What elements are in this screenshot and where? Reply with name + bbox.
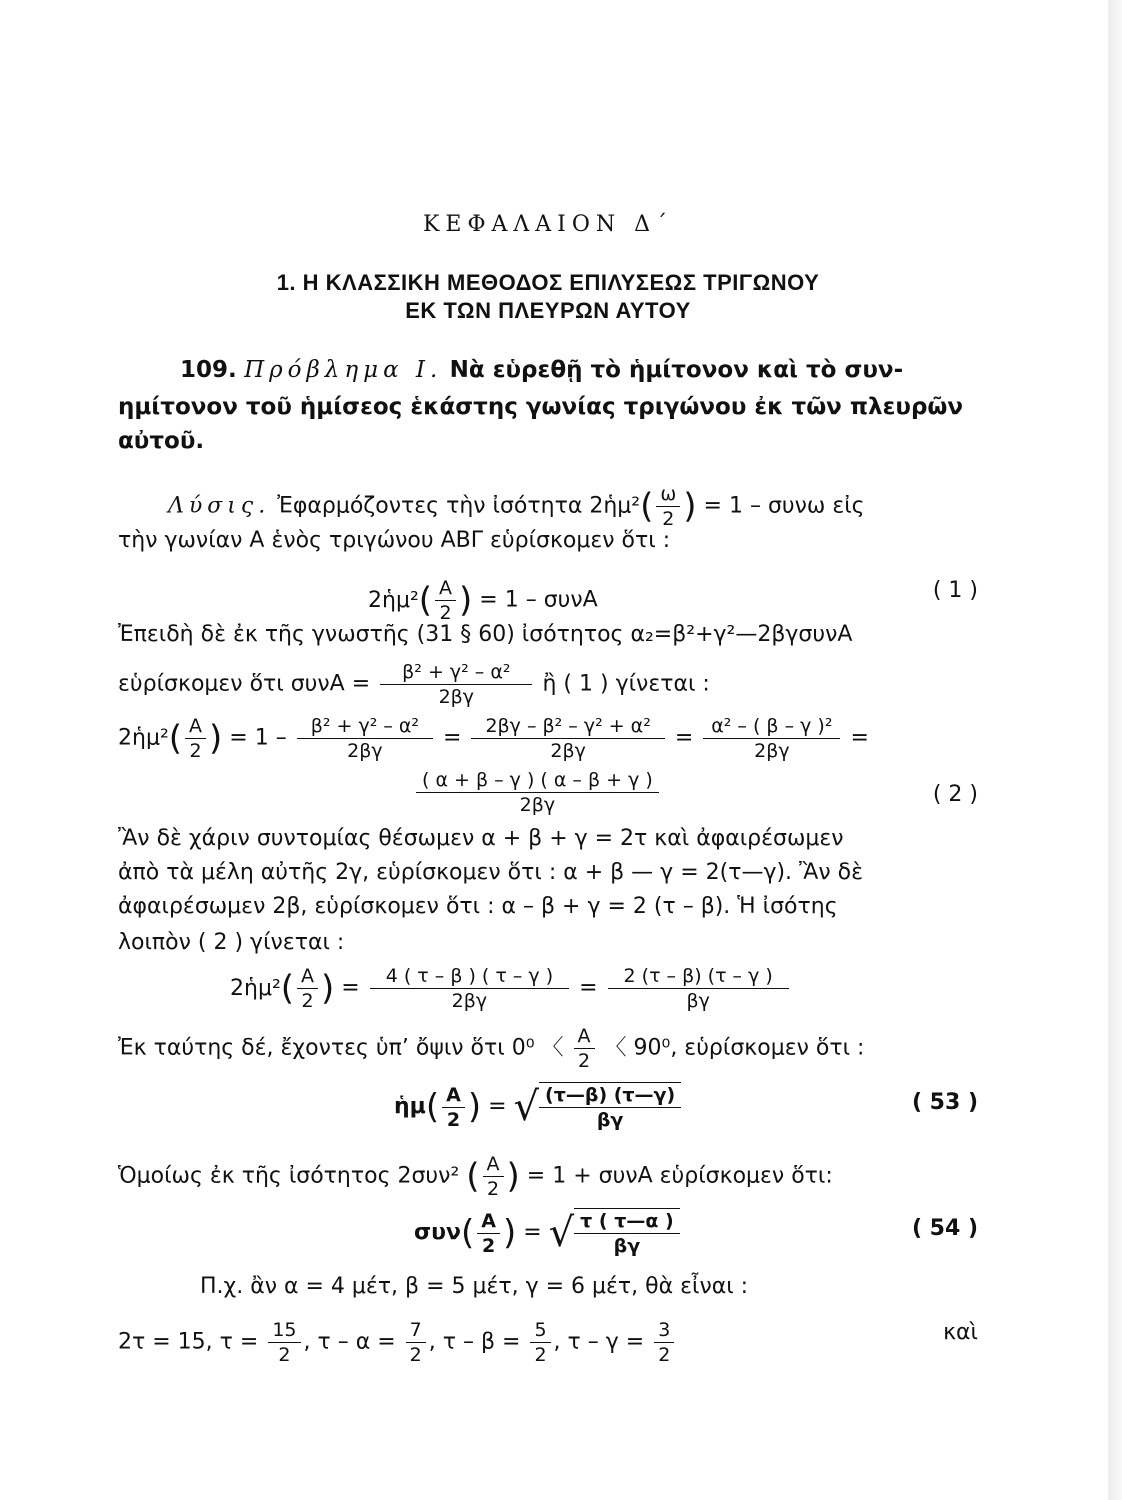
solution-line-4: εὑρίσκομεν ὅτι συνΑ = $\frac{\text{β² + γ² – α²}}{2\beta\gamma}$ ἢ ( 1 ) γίνεται : <box>118 661 710 708</box>
solution-line1-end: = 1 – συνω εἰς <box>703 493 865 519</box>
equation-53: ἡμ( $\frac{A}{2}$ ) = √ $\frac{(\tau—\beta) (\tau—\gamma)}{\beta\gamma}$ ( 53 ) <box>394 1083 978 1131</box>
solution-line-10: Ὁμοίως ἐκ τῆς ἰσότητος 2συν² ( $\frac{A}{2}$ ) = 1 + συνΑ εὑρίσκομεν ὅτι: <box>118 1153 833 1200</box>
solution-line-2: τὴν γωνίαν Α ἑνὸς τριγώνου ΑΒΓ εὑρίσκομεν ὅτι : <box>118 528 671 553</box>
fraction-eq2-2: $\frac{\text{2βγ – β² – γ² + α²}}{2\beta\gamma}$ <box>471 714 664 763</box>
equation-2a: 2ἡμ²( $\frac{A}{2}$ ) = 1 – $\frac{\text{β² + γ² – α²}}{2\beta\gamma}$ = $\frac{\text{2βγ – β² – γ² + α²}}{2\beta\gamma}$ = $\frac{\text{α² – ( β – γ )²}}{2\beta\gamma}$ = <box>118 715 869 762</box>
equation-number-53: ( 53 ) <box>911 1090 978 1115</box>
page-edge <box>1108 0 1122 1500</box>
fraction-omega-half: $\frac{\omega}{2}$ <box>656 482 680 531</box>
problem-line-3: αὐτοῦ. <box>118 428 205 454</box>
solution-line-5: Ἂν δὲ χάριν συντομίας θέσωμεν α + β + γ = 2τ καὶ ἀφαιρέσωμεν <box>118 826 844 851</box>
section-title-line-1: 1. Η ΚΛΑΣΣΙΚΗ ΜΕΘΟΔΟΣ ΕΠΙΛΥΣΕΩΣ ΤΡΙΓΩΝΟΥ <box>276 270 820 295</box>
fraction-eq3-1: $\frac{4 ( \tau - \beta ) ( \tau - \gamma )}{2\beta\gamma}$ <box>370 964 569 1013</box>
solution-line-12: 2τ = 15, τ = $\frac{15}{2}$ , τ – α = $\frac{7}{2}$ , τ – β = $\frac{5}{2}$ , τ – γ = $\frac{3}{2}$ καὶ <box>118 1319 978 1366</box>
fraction-eq2-3: $\frac{\text{α² – ( β – γ )²}}{2\beta\gamma}$ <box>703 714 840 763</box>
equation-3: 2ἡμ²( $\frac{A}{2}$ ) = $\frac{4 ( \tau - \beta ) ( \tau - \gamma )}{2\beta\gamma}$ = $\frac{2 (\tau - \beta) (\tau - \gamma )}{\beta\gamma}$ <box>118 964 978 1013</box>
fraction-A-half: $\frac{A}{2}$ <box>435 576 456 625</box>
problem-label: Πρόβλημα Ι. <box>244 357 443 383</box>
solution-line-1: Λύσις. Ἐφαρμόζοντες τὴν ἰσότητα 2ἡμ²( $\frac{\omega}{2}$ ) = 1 – συνω εἰς <box>168 483 865 530</box>
solution-line-11: Π.χ. ἂν α = 4 μέτ, β = 5 μέτ, γ = 6 μέτ, θὰ εἶναι : <box>200 1274 749 1299</box>
equation-number-1: ( 1 ) <box>932 578 978 603</box>
problem-text-1: Νὰ εὑρεθῇ τὸ ἡμίτονον καὶ τὸ συν- <box>449 357 904 383</box>
fraction-eq3-2: $\frac{2 (\tau - \beta) (\tau - \gamma )}{\beta\gamma}$ <box>608 964 789 1013</box>
equation-1: 2ἡμ²( $\frac{A}{2}$ ) = 1 – συνΑ ( 1 ) <box>368 577 978 624</box>
equation-2b <box>118 768 978 817</box>
problem-line-2: ημίτονον τοῦ ἡμίσεος ἑκάστης γωνίας τριγώνου ἐκ τῶν πλευρῶν <box>118 394 964 420</box>
problem-number: 109. <box>180 357 237 383</box>
solution-line-3: Ἐπειδὴ δὲ ἐκ τῆς γνωστῆς (31 § 60) ἰσότητος α₂=β²+γ²—2βγσυνΑ <box>118 622 853 647</box>
solution-line-7: ἀφαιρέσωμεν 2β, εὑρίσκομεν ὅτι : α – β + γ = 2 (τ – β). Ἡ ἰσότης <box>118 894 838 919</box>
equation-number-2: ( 2 ) <box>932 782 978 807</box>
sqrt-eq53: √ $\frac{(\tau—\beta) (\tau—\gamma)}{\beta\gamma}$ <box>514 1082 682 1132</box>
equation-number-54: ( 54 ) <box>911 1216 978 1241</box>
section-title-line-2: ΕΚ ΤΩΝ ΠΛΕΥΡΩΝ ΑΥΤΟΥ <box>405 298 691 323</box>
fraction-cosA: $\frac{\text{β² + γ² – α²}}{2\beta\gamma}$ <box>380 660 532 709</box>
chapter-heading: ΚΕΦΑΛΑΙΟΝ Δ΄ <box>422 212 674 237</box>
fraction-eq2-1: $\frac{\text{β² + γ² – α²}}{2\beta\gamma}$ <box>297 714 433 763</box>
problem-line-1 <box>180 355 980 385</box>
solution-line-6: ἀπὸ τὰ μέλη αὐτῆς 2γ, εὑρίσκομεν ὅτι : α + β — γ = 2(τ—γ). Ἂν δὲ <box>118 860 863 885</box>
fraction-eq2-4: $\frac{( \alpha + \beta - \gamma ) ( \alpha - \beta + \gamma )}{2\beta\gamma}$ <box>416 768 659 817</box>
fraction-A-half-inline: $\frac{A}{2}$ <box>574 1024 595 1073</box>
solution-line-8: λοιπὸν ( 2 ) γίνεται : <box>118 930 345 955</box>
equation-54: συν( $\frac{A}{2}$ ) = √ $\frac{\tau ( \tau—\alpha )}{\beta\gamma}$ ( 54 ) <box>414 1209 978 1257</box>
solution-line1-text: Ἐφαρμόζοντες τὴν ἰσότητα 2ἡμ² <box>277 493 641 519</box>
sqrt-eq54: √ $\frac{\tau ( \tau—\alpha )}{\beta\gamma}$ <box>549 1208 680 1258</box>
solution-label: Λύσις. <box>168 493 271 519</box>
solution-line-9: Ἐκ ταύτης δέ, ἔχοντες ὑπ’ ὄψιν ὅτι 0⁰ 〈 $\frac{A}{2}$ 〈 90⁰, εὑρίσκομεν ὅτι : <box>118 1025 865 1072</box>
